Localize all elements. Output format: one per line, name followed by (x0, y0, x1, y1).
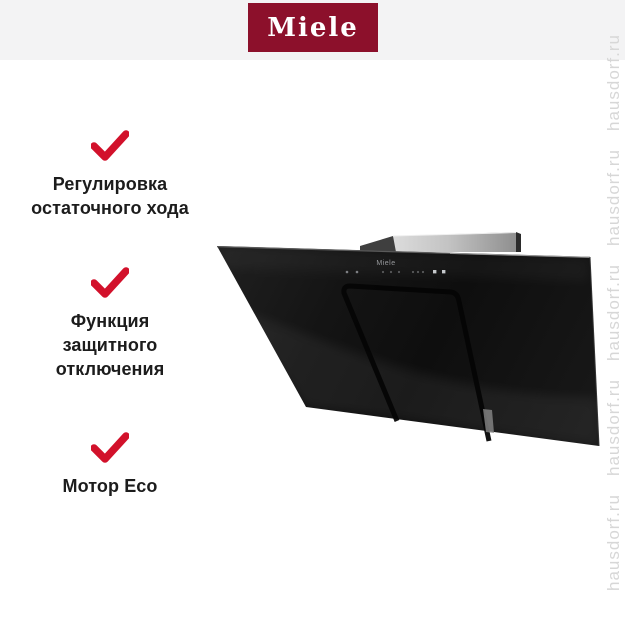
watermark-text: hausdorf.ru (604, 34, 623, 131)
watermark-text: hausdorf.ru (604, 149, 623, 246)
hood-panel-logo: Miele (376, 260, 396, 267)
feature-line: остаточного хода (31, 198, 189, 218)
hood-panel (217, 246, 599, 446)
miele-logo-text: Miele (267, 12, 359, 43)
feature-line: Мотор Eco (62, 476, 158, 496)
watermark-text: hausdorf.ru (604, 379, 623, 476)
hood-duct (360, 232, 521, 254)
watermark-text: hausdorf.ru (604, 264, 623, 361)
feature-line: Функция (70, 311, 150, 331)
feature-line: Регулировка (52, 174, 168, 194)
feature-line: защитного (62, 335, 158, 355)
watermark (603, 0, 625, 625)
feature-line: отключения (55, 359, 165, 379)
watermark-text: hausdorf.ru (604, 494, 623, 591)
